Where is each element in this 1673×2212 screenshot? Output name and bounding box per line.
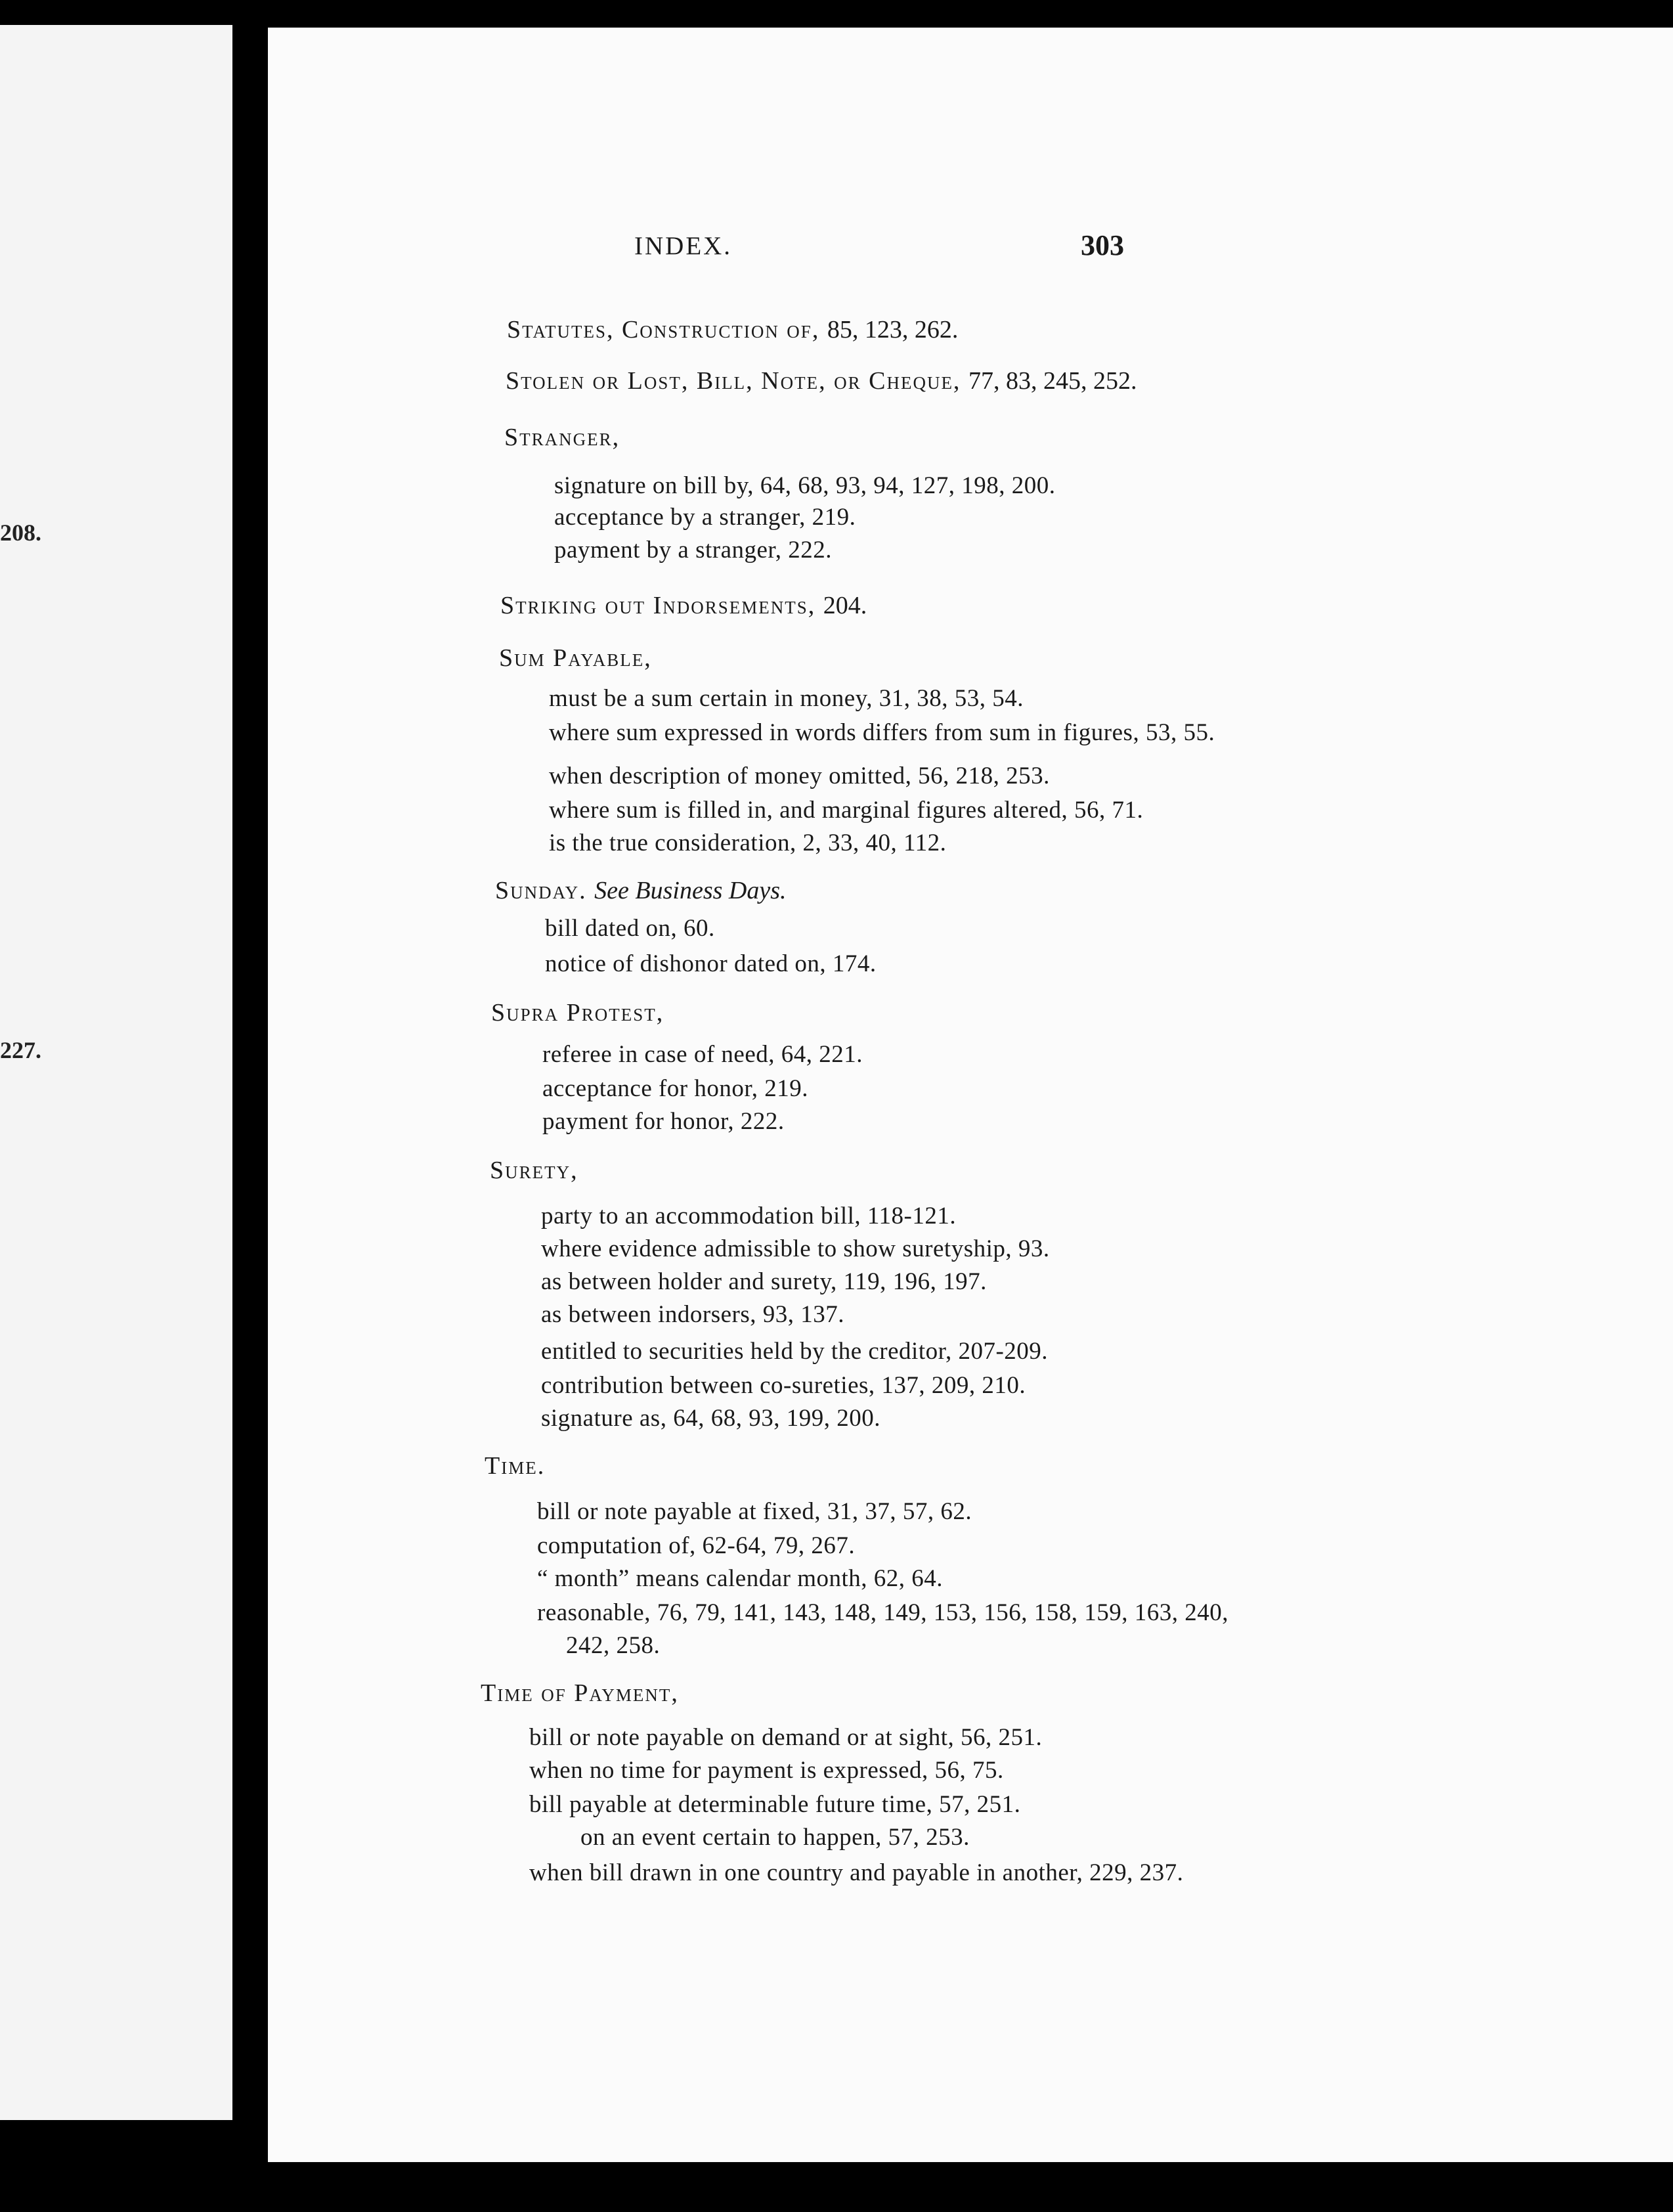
- index-heading: [485, 1451, 545, 1480]
- index-heading: [504, 423, 620, 452]
- index-subentry: as between holder and surety, 119, 196, 197.: [541, 1268, 987, 1295]
- left-page-margin: [0, 25, 232, 2120]
- index-subentry: when no time for payment is expressed, 56, 75.: [529, 1757, 1004, 1784]
- heading-refs: 85, 123, 262.: [827, 316, 959, 343]
- left-page-fragment: 227.: [0, 1037, 41, 1063]
- index-subentry: payment by a stranger, 222.: [554, 537, 833, 564]
- heading-label: Striking out Indorsements,: [500, 592, 816, 619]
- heading-label: Statutes, Construction of,: [507, 316, 820, 343]
- index-subentry-nested: on an event certain to happen, 57, 253.: [580, 1824, 970, 1851]
- heading-label: Stolen or Lost, Bill, Note, or Cheque,: [506, 367, 961, 395]
- index-heading: [491, 998, 664, 1027]
- left-page-fragment: 208.: [0, 520, 41, 546]
- index-subentry: when bill drawn in one country and payable in another, 229, 237.: [529, 1859, 1184, 1886]
- index-subentry-continuation: 242, 258.: [566, 1632, 661, 1659]
- index-heading: [507, 315, 958, 344]
- index-subentry: where evidence admissible to show suretyship, 93.: [541, 1235, 1050, 1262]
- heading-label: Sum Payable,: [499, 644, 652, 672]
- index-subentry: must be a sum certain in money, 31, 38, 53, 54.: [549, 685, 1024, 712]
- page-number: 303: [1081, 229, 1124, 261]
- index-heading: [500, 591, 867, 620]
- index-subentry: referee in case of need, 64, 221.: [542, 1041, 863, 1068]
- see-reference: See Business Days.: [594, 877, 787, 904]
- index-subentry: acceptance for honor, 219.: [542, 1075, 808, 1102]
- index-heading: [506, 366, 1137, 395]
- heading-label: Sunday.: [495, 877, 587, 904]
- index-subentry: as between indorsers, 93, 137.: [541, 1301, 844, 1328]
- index-subentry: reasonable, 76, 79, 141, 143, 148, 149, 153, 156, 158, 159, 163, 240,: [537, 1599, 1228, 1626]
- index-subentry: bill dated on, 60.: [545, 915, 715, 942]
- index-subentry: party to an accommodation bill, 118-121.: [541, 1203, 957, 1229]
- page-header-title: INDEX.: [634, 232, 733, 260]
- heading-label: Surety,: [490, 1157, 578, 1184]
- heading-label: Time of Payment,: [481, 1679, 679, 1707]
- index-subentry: bill or note payable at fixed, 31, 37, 57, 62.: [537, 1498, 972, 1525]
- index-subentry: acceptance by a stranger, 219.: [554, 504, 856, 531]
- index-subentry: computation of, 62-64, 79, 267.: [537, 1532, 856, 1559]
- heading-label: Supra Protest,: [491, 999, 664, 1027]
- heading-label: Stranger,: [504, 424, 620, 451]
- index-heading: [490, 1156, 578, 1185]
- index-subentry: payment for honor, 222.: [542, 1108, 785, 1135]
- index-subentry: where sum is filled in, and marginal figures altered, 56, 71.: [549, 797, 1144, 824]
- index-subentry: “ month” means calendar month, 62, 64.: [537, 1565, 944, 1592]
- index-heading: [481, 1679, 679, 1708]
- index-heading: [495, 876, 787, 905]
- heading-refs: 77, 83, 245, 252.: [968, 367, 1137, 395]
- index-page: [268, 28, 1673, 2162]
- index-subentry: contribution between co-sureties, 137, 209, 210.: [541, 1372, 1026, 1399]
- index-subentry: is the true consideration, 2, 33, 40, 112.: [549, 830, 947, 856]
- index-subentry: entitled to securities held by the creditor, 207-209.: [541, 1338, 1049, 1365]
- index-subentry: when description of money omitted, 56, 218, 253.: [549, 763, 1050, 789]
- index-subentry: bill or note payable on demand or at sight, 56, 251.: [529, 1724, 1043, 1751]
- heading-refs: 204.: [823, 592, 867, 619]
- index-subentry: signature on bill by, 64, 68, 93, 94, 127, 198, 200.: [554, 472, 1056, 499]
- index-heading: [499, 644, 652, 673]
- index-subentry: where sum expressed in words differs from sum in figures, 53, 55.: [549, 719, 1215, 746]
- index-subentry: notice of dishonor dated on, 174.: [545, 950, 877, 977]
- index-subentry: signature as, 64, 68, 93, 199, 200.: [541, 1405, 880, 1432]
- index-subentry: bill payable at determinable future time, 57, 251.: [529, 1791, 1021, 1818]
- heading-label: Time.: [485, 1452, 546, 1480]
